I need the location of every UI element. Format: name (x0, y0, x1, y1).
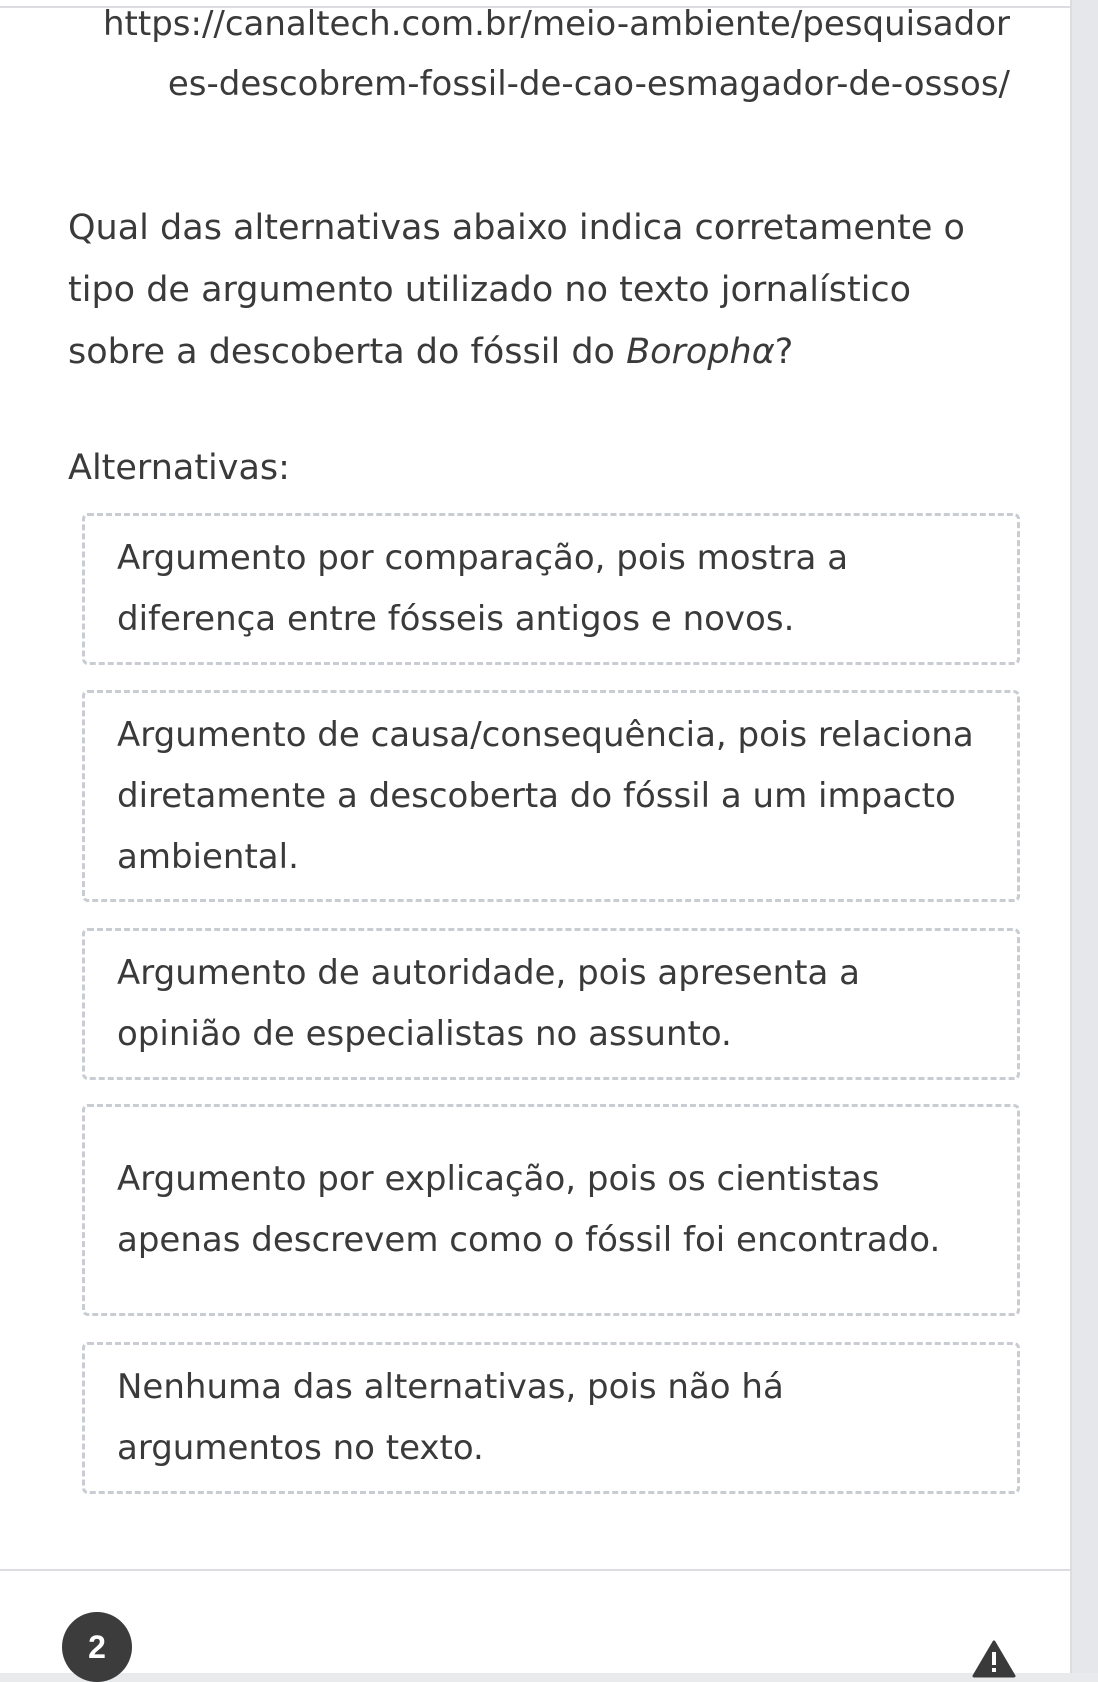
option-2[interactable] (82, 690, 1020, 902)
alternatives-label: Alternativas: (68, 448, 290, 488)
option-1[interactable] (82, 513, 1020, 665)
question-suffix: ? (774, 332, 794, 372)
question-italic-term: Borophα (626, 332, 775, 372)
question-prefix: Qual das alternativas abaixo indica corretamente o tipo de argumento utilizado no texto jornalístico sobre a descoberta do fóssil do (68, 208, 965, 372)
option-2-text: Argumento de causa/consequência, pois relaciona diretamente a descoberta do fóssil a um impacto ambiental. (117, 714, 974, 877)
scroll-gutter (1072, 0, 1098, 1673)
source-url: https://canaltech.com.br/meio-ambiente/pesquisadores-descobrem-fossil-de-cao-esmagador-de-ossos/ (102, 4, 1010, 104)
option-5-text: Nenhuma das alternativas, pois não há argumentos no texto. (117, 1367, 784, 1468)
option-4[interactable] (82, 1104, 1020, 1316)
footer-divider (0, 1569, 1070, 1571)
option-1-text: Argumento por comparação, pois mostra a diferença entre fósseis antigos e novos. (117, 538, 849, 639)
option-4-text: Argumento por explicação, pois os cientistas apenas descrevem como o fóssil foi encontrado. (117, 1159, 941, 1260)
warning-icon[interactable] (972, 1640, 1016, 1678)
question-text (68, 197, 1018, 383)
option-3-text: Argumento de autoridade, pois apresenta a opinião de especialistas no assunto. (117, 953, 860, 1054)
question-number-badge[interactable]: 2 (62, 1612, 132, 1682)
option-3[interactable] (82, 928, 1020, 1080)
option-5[interactable] (82, 1342, 1020, 1494)
